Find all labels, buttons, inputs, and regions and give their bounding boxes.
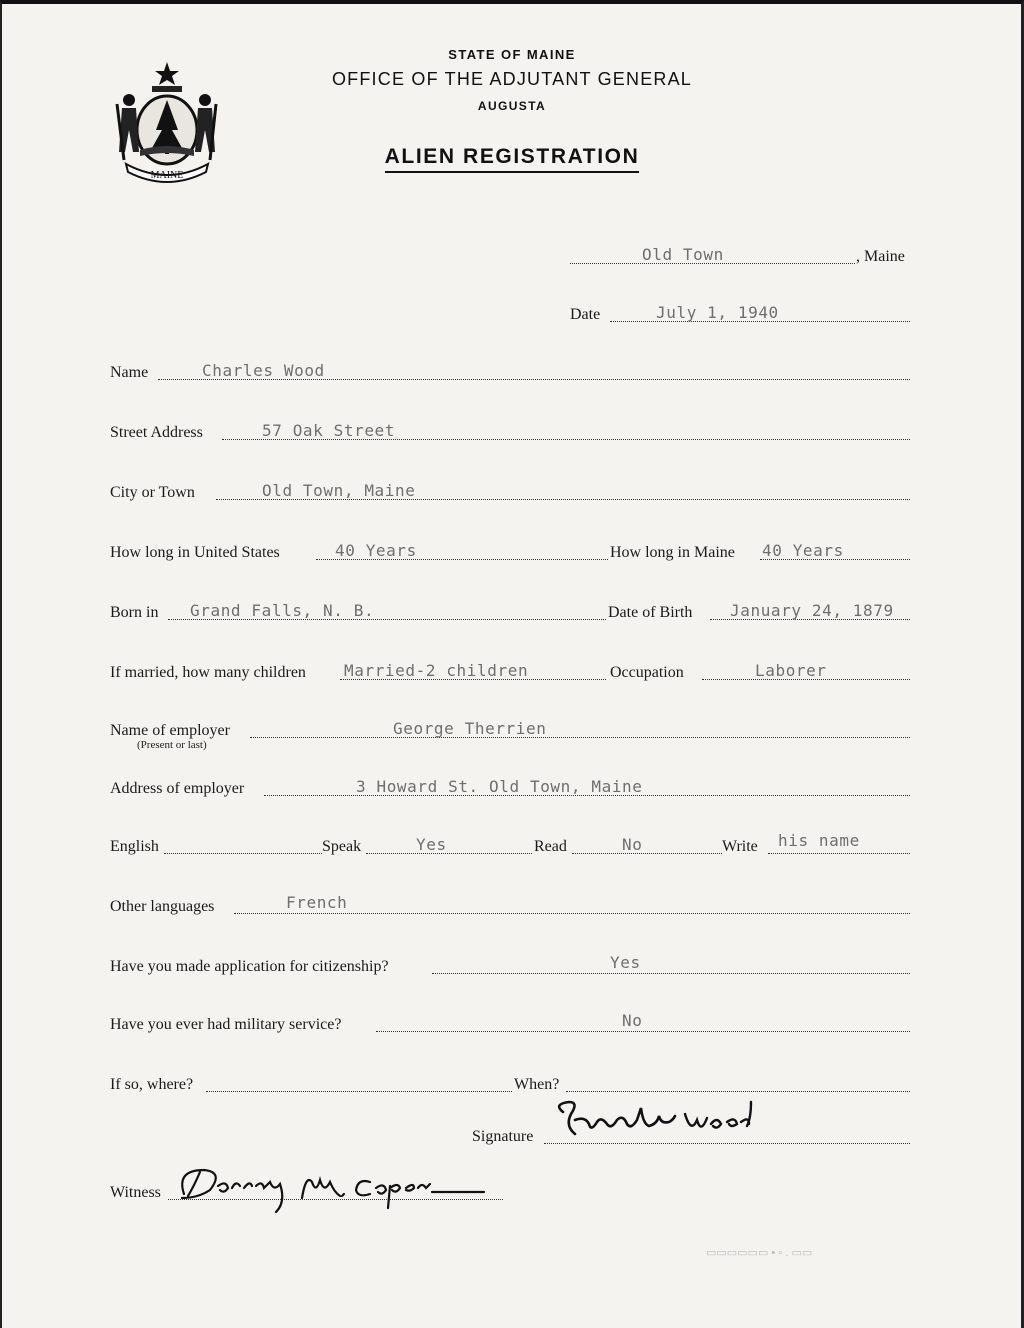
city-value: Old Town, Maine [262, 481, 416, 500]
date-field [570, 302, 915, 326]
witness-label: Witness [110, 1184, 161, 1201]
english-label: English [110, 838, 159, 855]
form-title: ALIEN REGISTRATION [0, 145, 1024, 173]
name-field [110, 360, 915, 384]
speak-label: Speak [322, 838, 362, 855]
military-value: No [622, 1011, 643, 1030]
children-value: Married-2 children [344, 661, 529, 680]
military-where-field [110, 1072, 915, 1096]
dob-value: January 24, 1879 [730, 601, 894, 620]
military-label: Have you ever had military service? [110, 1016, 342, 1033]
state-heading: STATE OF MAINE [448, 47, 576, 62]
years-us-label: How long in United States [110, 544, 280, 561]
occupation-label: Occupation [610, 664, 684, 681]
seal-motto: MAINE [150, 170, 184, 181]
write-label: Write [722, 838, 758, 855]
read-value: No [622, 835, 643, 854]
employer-address-label: Address of employer [110, 780, 245, 797]
name-value: Charles Wood [202, 361, 325, 380]
other-languages-label: Other languages [110, 898, 215, 915]
citizenship-value: Yes [610, 953, 641, 972]
employer-sublabel: (Present or last) [137, 739, 207, 751]
children-label: If married, how many children [110, 664, 306, 681]
date-value: July 1, 1940 [656, 303, 779, 322]
birth-field [110, 600, 915, 624]
years-maine-label: How long in Maine [610, 544, 735, 561]
english-field [110, 831, 915, 858]
other-languages-value: French [286, 893, 348, 912]
other-languages-field [110, 894, 915, 918]
employer-label: Name of employer [110, 722, 230, 739]
town-field [570, 244, 915, 268]
city-field [110, 480, 915, 504]
town-suffix: , Maine [856, 248, 905, 265]
street-label: Street Address [110, 424, 203, 441]
date-label: Date [570, 306, 601, 323]
witness-signature-image [170, 1158, 500, 1216]
dob-label: Date of Birth [608, 604, 693, 621]
street-field [110, 420, 915, 444]
where-label: If so, where? [110, 1076, 194, 1093]
family-occupation-field [110, 660, 915, 684]
residence-duration-field [110, 540, 915, 564]
employer-value: George Therrien [393, 719, 547, 738]
town-value: Old Town [642, 245, 724, 264]
city-label: City or Town [110, 484, 195, 501]
years-us-value: 40 Years [335, 541, 417, 560]
signature-label: Signature [472, 1128, 534, 1145]
citizenship-label: Have you made application for citizenship? [110, 958, 389, 975]
city-heading: AUGUSTA [477, 99, 547, 113]
speak-value: Yes [416, 835, 447, 854]
street-value: 57 Oak Street [262, 421, 396, 440]
when-label: When? [514, 1076, 560, 1093]
years-maine-value: 40 Years [762, 541, 844, 560]
occupation-value: Laborer [755, 661, 827, 680]
name-label: Name [110, 364, 149, 381]
military-field [110, 1012, 915, 1036]
employer-field [110, 718, 915, 742]
faint-stamp-mark: ▭▭▭▭▭▭ ▪ ▫ . ▭▭ [706, 1247, 813, 1259]
citizenship-field [110, 954, 915, 978]
born-in-value: Grand Falls, N. B. [190, 601, 375, 620]
office-heading: OFFICE OF THE ADJUTANT GENERAL [331, 69, 693, 89]
signature-image [545, 1094, 765, 1146]
employer-address-field [110, 776, 915, 800]
employer-address-value: 3 Howard St. Old Town, Maine [356, 777, 643, 796]
born-in-label: Born in [110, 604, 159, 621]
write-value: his name [778, 831, 860, 850]
read-label: Read [534, 838, 567, 855]
